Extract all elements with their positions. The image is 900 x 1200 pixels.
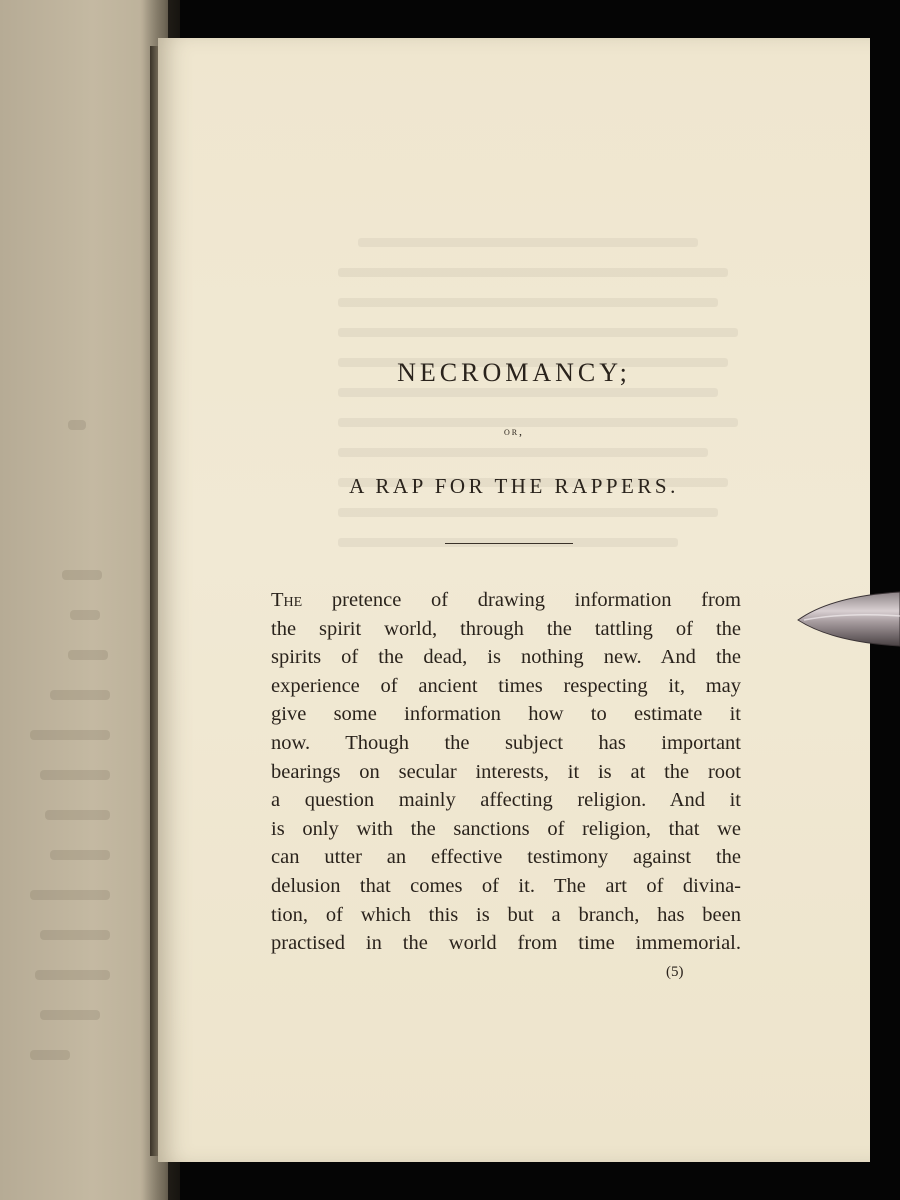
body-line: give some information how to estimate it (271, 703, 741, 726)
body-line: bearings on secular interests, it is at the root (271, 760, 741, 783)
body-line (271, 586, 741, 615)
metal-page-pointer-icon (796, 590, 900, 648)
title-rule (445, 543, 573, 544)
page-subtitle: A RAP FOR THE RAPPERS. (349, 474, 679, 498)
opening-word: The (271, 589, 303, 611)
page-title: NECROMANCY; (397, 358, 631, 387)
body-line: spirits of the dead, is nothing new. And the (271, 646, 741, 669)
reverse-side-show-through (278, 238, 798, 598)
body-line: is only with the sanctions of religion, that we (271, 817, 741, 840)
page-number: (5) (666, 964, 684, 980)
left-page-show-through (10, 420, 120, 1100)
body-line: tion, of which this is but a branch, has been (271, 903, 741, 926)
title-conjunction: or, (503, 424, 525, 438)
body-line-text: pretence of drawing information from (302, 589, 741, 611)
body-line: practised in the world from time immemorial. (271, 932, 741, 955)
body-line: delusion that comes of it. The art of divina- (271, 874, 741, 897)
body-line: a question mainly affecting religion. And it (271, 789, 741, 812)
body-line: now. Though the subject has important (271, 731, 741, 754)
body-line: can utter an effective testimony against the (271, 846, 741, 869)
book-page (158, 38, 870, 1162)
body-line: experience of ancient times respecting it, may (271, 674, 741, 697)
body-line: the spirit world, through the tattling of the (271, 617, 741, 640)
body-paragraph (271, 586, 741, 958)
